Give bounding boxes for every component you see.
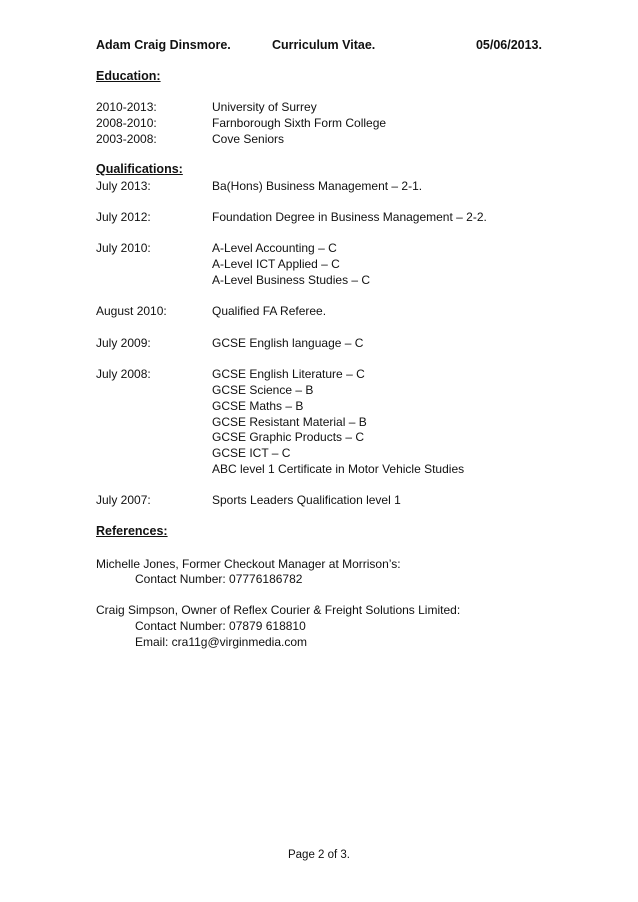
qualification-date: July 2012: <box>96 210 151 224</box>
qualification-row <box>96 461 556 477</box>
reference-contact: Contact Number: 07776186782 <box>135 572 303 586</box>
qualification-row <box>96 303 556 319</box>
education-place: University of Surrey <box>212 100 317 114</box>
reference-intro: Michelle Jones, Former Checkout Manager at Morrison’s: <box>96 557 401 571</box>
qualification-date: July 2013: <box>96 179 151 193</box>
qualification-date: July 2007: <box>96 493 151 507</box>
qualification-item: GCSE Graphic Products – C <box>212 430 365 444</box>
qualification-item: ABC level 1 Certificate in Motor Vehicle Studies <box>212 462 465 476</box>
education-years: 2008-2010: <box>96 116 157 130</box>
qualification-item: Sports Leaders Qualification level 1 <box>212 493 401 507</box>
qualification-row <box>96 445 556 461</box>
qualification-row <box>96 414 556 430</box>
qualification-date: July 2009: <box>96 336 151 350</box>
qualification-row <box>96 492 556 508</box>
education-years: 2010-2013: <box>96 100 157 114</box>
education-years: 2003-2008: <box>96 132 157 146</box>
qualification-row <box>96 240 556 256</box>
qualification-item: GCSE Resistant Material – B <box>212 415 367 429</box>
qualification-item: GCSE English language – C <box>212 336 364 350</box>
qualification-row <box>96 335 556 351</box>
education-place: Cove Seniors <box>212 132 285 146</box>
header-name: Adam Craig Dinsmore. <box>96 38 231 52</box>
qualification-date: July 2010: <box>96 241 151 255</box>
reference-email: Email: cra11g@virginmedia.com <box>135 635 308 649</box>
qualification-item: GCSE ICT – C <box>212 446 291 460</box>
qualification-row <box>96 256 556 272</box>
qualification-item: Qualified FA Referee. <box>212 304 327 318</box>
qualification-row <box>96 382 556 398</box>
qualification-row <box>96 209 556 225</box>
qualification-item: A-Level Business Studies – C <box>212 273 371 287</box>
qualification-item: GCSE Science – B <box>212 383 314 397</box>
qualification-row <box>96 429 556 445</box>
education-row <box>96 99 556 115</box>
education-row <box>96 115 556 131</box>
qualification-item: GCSE Maths – B <box>212 399 304 413</box>
references-heading: References: <box>96 524 168 538</box>
qualification-item: A-Level ICT Applied – C <box>212 257 340 271</box>
qualification-date: August 2010: <box>96 304 167 318</box>
qualification-item: A-Level Accounting – C <box>212 241 337 255</box>
reference-contact: Contact Number: 07879 618810 <box>135 619 306 633</box>
qualification-row <box>96 398 556 414</box>
qualification-item: GCSE English Literature – C <box>212 367 365 381</box>
qualifications-heading: Qualifications: <box>96 162 183 176</box>
header-title: Curriculum Vitae. <box>272 38 376 52</box>
header-date: 05/06/2013. <box>475 38 542 52</box>
qualification-date: July 2008: <box>96 367 151 381</box>
qualification-item: Foundation Degree in Business Management – 2-2. <box>212 210 487 224</box>
education-place: Farnborough Sixth Form College <box>212 116 387 130</box>
reference-intro: Craig Simpson, Owner of Reflex Courier & Freight Solutions Limited: <box>96 603 461 617</box>
education-heading: Education: <box>96 69 161 83</box>
education-row <box>96 131 556 147</box>
qualification-row <box>96 272 556 288</box>
qualification-item: Ba(Hons) Business Management – 2-1. <box>212 179 423 193</box>
qualification-row <box>96 178 556 194</box>
qualification-row <box>96 366 556 382</box>
page-number: Page 2 of 3. <box>287 849 351 861</box>
